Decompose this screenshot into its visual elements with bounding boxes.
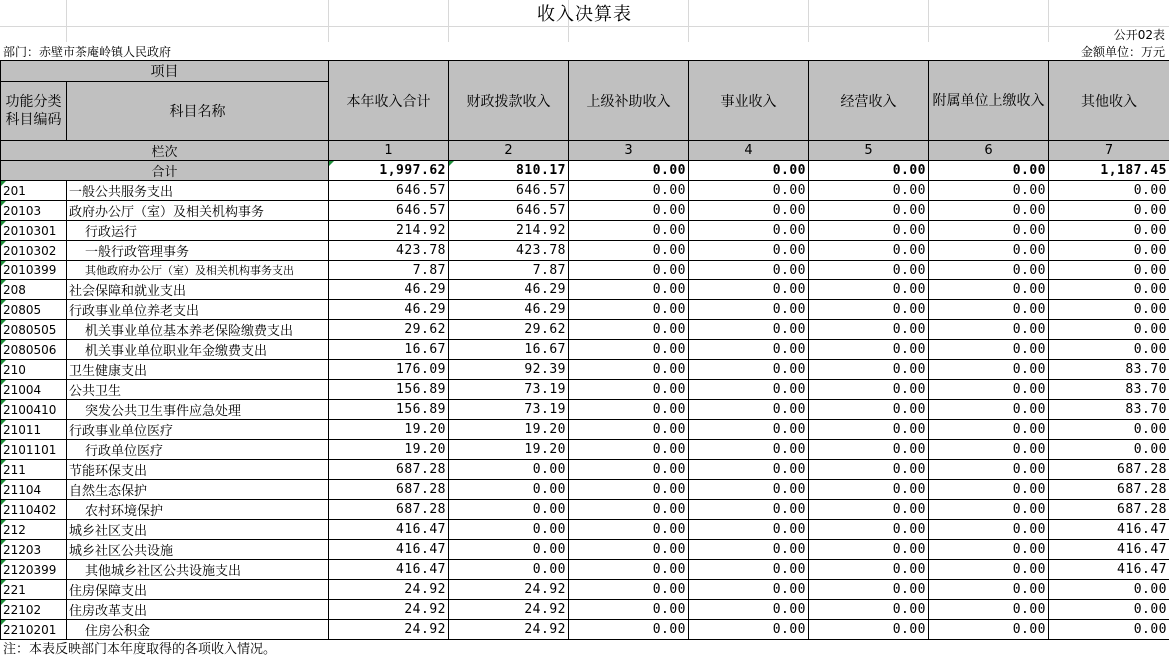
amount-cell: 156.89 [329,400,449,420]
table-row [1,500,1169,520]
lanci-cell: 2 [449,141,569,161]
amount-cell: 0.00 [689,460,809,480]
amount-cell: 73.19 [449,400,569,420]
subject-code: 2100410 [1,400,67,420]
amount-cell: 687.28 [1049,480,1169,500]
amount-cell: 0.00 [809,241,929,261]
subject-name: 其他城乡社区公共设施支出 [67,560,329,580]
subject-code: 2120399 [1,560,67,580]
amount-cell: 0.00 [569,600,689,620]
header-code: 功能分类科目编码 [1,82,67,141]
amount-cell: 0.00 [569,360,689,380]
total-cell: 0.00 [929,161,1049,181]
lanci-cell: 4 [689,141,809,161]
total-cell: 0.00 [569,161,689,181]
amount-cell: 0.00 [689,400,809,420]
amount-cell: 0.00 [569,300,689,320]
amount-cell: 416.47 [329,540,449,560]
header-name: 科目名称 [67,82,329,141]
subject-code: 21203 [1,540,67,560]
amount-cell: 0.00 [809,580,929,600]
amount-cell: 0.00 [449,480,569,500]
lanci-cell: 5 [809,141,929,161]
subject-name: 政府办公厅（室）及相关机构事务 [67,201,329,221]
amount-cell: 0.00 [929,340,1049,360]
amount-cell: 0.00 [569,500,689,520]
amount-cell: 0.00 [689,300,809,320]
amount-cell: 0.00 [929,420,1049,440]
amount-cell: 0.00 [449,560,569,580]
amount-cell: 0.00 [1049,600,1169,620]
lanci-cell: 3 [569,141,689,161]
amount-cell: 7.87 [449,261,569,280]
amount-cell: 0.00 [689,600,809,620]
subject-code: 208 [1,280,67,300]
subject-name: 节能环保支出 [67,460,329,480]
amount-cell: 0.00 [809,400,929,420]
lanci-cell: 6 [929,141,1049,161]
amount-cell: 0.00 [809,460,929,480]
amount-cell: 0.00 [929,261,1049,280]
amount-cell: 687.28 [329,460,449,480]
subject-name: 行政运行 [67,221,329,241]
amount-cell: 0.00 [569,201,689,221]
header-col-business-income: 事业收入 [689,61,809,141]
amount-cell: 0.00 [929,181,1049,201]
amount-cell: 646.57 [449,181,569,201]
amount-cell: 0.00 [689,380,809,400]
amount-cell: 0.00 [929,580,1049,600]
amount-cell: 0.00 [929,460,1049,480]
amount-cell: 0.00 [929,300,1049,320]
subject-code: 2080505 [1,320,67,340]
amount-cell: 0.00 [449,540,569,560]
amount-cell: 0.00 [1049,340,1169,360]
table-row [1,380,1169,400]
total-label: 合计 [1,161,329,181]
amount-cell: 0.00 [929,400,1049,420]
amount-cell: 7.87 [329,261,449,280]
table-row [1,440,1169,460]
amount-cell: 83.70 [1049,400,1169,420]
amount-cell: 24.92 [449,620,569,640]
amount-cell: 29.62 [329,320,449,340]
amount-cell: 0.00 [569,620,689,640]
table-row [1,420,1169,440]
subject-code: 211 [1,460,67,480]
form-number: 公开02表 [1113,28,1165,42]
lanci-cell: 1 [329,141,449,161]
amount-cell: 0.00 [929,600,1049,620]
amount-cell: 416.47 [1049,520,1169,540]
amount-cell: 0.00 [449,520,569,540]
amount-cell: 0.00 [449,460,569,480]
amount-cell: 0.00 [1049,320,1169,340]
amount-cell: 19.20 [329,420,449,440]
subject-name: 住房改革支出 [67,600,329,620]
table-row [1,241,1169,261]
amount-cell: 0.00 [689,280,809,300]
amount-cell: 73.19 [449,380,569,400]
table-row [1,560,1169,580]
amount-cell: 0.00 [569,420,689,440]
amount-cell: 19.20 [449,440,569,460]
subject-name: 公共卫生 [67,380,329,400]
amount-cell: 0.00 [929,440,1049,460]
amount-cell: 0.00 [929,620,1049,640]
amount-cell: 0.00 [689,540,809,560]
amount-cell: 19.20 [449,420,569,440]
subject-code: 2010301 [1,221,67,241]
amount-cell: 0.00 [809,480,929,500]
amount-cell: 0.00 [929,201,1049,221]
amount-cell: 0.00 [689,320,809,340]
amount-cell: 0.00 [569,580,689,600]
amount-cell: 0.00 [809,420,929,440]
amount-cell: 0.00 [809,320,929,340]
table-row [1,600,1169,620]
subject-name: 城乡社区公共设施 [67,540,329,560]
amount-cell: 0.00 [689,201,809,221]
amount-cell: 423.78 [329,241,449,261]
amount-cell: 687.28 [1049,500,1169,520]
table-row [1,520,1169,540]
amount-cell: 687.28 [329,500,449,520]
amount-cell: 0.00 [1049,181,1169,201]
amount-cell: 0.00 [689,480,809,500]
department-label: 部门：赤壁市茶庵岭镇人民政府 [3,45,172,59]
amount-cell: 214.92 [329,221,449,241]
header-item: 项目 [1,61,329,82]
amount-cell: 0.00 [929,380,1049,400]
amount-cell: 92.39 [449,360,569,380]
amount-cell: 0.00 [809,560,929,580]
subject-name: 住房公积金 [67,620,329,640]
amount-cell: 0.00 [569,480,689,500]
amount-cell: 0.00 [809,380,929,400]
amount-cell: 0.00 [569,400,689,420]
amount-cell: 0.00 [689,500,809,520]
subject-name: 城乡社区支出 [67,520,329,540]
table-note: 注：本表反映部门本年度取得的各项收入情况。 [3,642,277,657]
header-col-total-income: 本年收入合计 [329,61,449,141]
amount-cell: 83.70 [1049,380,1169,400]
amount-cell: 0.00 [929,241,1049,261]
table-row [1,620,1169,640]
amount-cell: 0.00 [929,560,1049,580]
amount-cell: 0.00 [809,500,929,520]
amount-cell: 0.00 [689,620,809,640]
amount-cell: 0.00 [929,320,1049,340]
amount-cell: 0.00 [449,500,569,520]
amount-cell: 0.00 [929,480,1049,500]
subject-name: 机关事业单位职业年金缴费支出 [67,340,329,360]
amount-cell: 46.29 [329,280,449,300]
amount-cell: 0.00 [809,221,929,241]
amount-cell: 0.00 [569,560,689,580]
subject-code: 2010302 [1,241,67,261]
header-col-other-income: 其他收入 [1049,61,1169,141]
amount-cell: 0.00 [689,241,809,261]
total-cell: 0.00 [809,161,929,181]
amount-cell: 0.00 [1049,280,1169,300]
subject-code: 221 [1,580,67,600]
total-cell: 1,187.45 [1049,161,1169,181]
amount-cell: 0.00 [569,460,689,480]
amount-cell: 0.00 [809,520,929,540]
subject-code: 212 [1,520,67,540]
amount-cell: 0.00 [689,440,809,460]
subject-code: 21011 [1,420,67,440]
amount-cell: 29.62 [449,320,569,340]
header-col-affiliated-remittance: 附属单位上缴收入 [929,61,1049,141]
amount-cell: 416.47 [329,560,449,580]
amount-cell: 0.00 [569,221,689,241]
table-row [1,460,1169,480]
total-cell: 1,997.62 [329,161,449,181]
amount-cell: 24.92 [329,580,449,600]
amount-cell: 0.00 [569,241,689,261]
amount-cell: 176.09 [329,360,449,380]
subject-code: 2010399 [1,261,67,280]
amount-cell: 416.47 [329,520,449,540]
amount-cell: 0.00 [809,340,929,360]
subject-name: 其他政府办公厅（室）及相关机构事务支出 [67,261,329,280]
amount-cell: 0.00 [809,300,929,320]
subject-name: 卫生健康支出 [67,360,329,380]
subject-code: 2080506 [1,340,67,360]
amount-cell: 0.00 [809,600,929,620]
amount-cell: 0.00 [1049,241,1169,261]
amount-cell: 0.00 [929,280,1049,300]
subject-code: 2101101 [1,440,67,460]
income-table [0,60,1169,640]
amount-cell: 0.00 [1049,580,1169,600]
subject-code: 2110402 [1,500,67,520]
amount-cell: 0.00 [569,181,689,201]
lanci-label: 栏次 [1,141,329,161]
amount-cell: 0.00 [929,221,1049,241]
amount-cell: 0.00 [689,340,809,360]
amount-cell: 0.00 [809,201,929,221]
table-row [1,540,1169,560]
amount-cell: 0.00 [689,261,809,280]
table-row [1,320,1169,340]
amount-cell: 0.00 [689,221,809,241]
subject-name: 突发公共卫生事件应急处理 [67,400,329,420]
amount-cell: 0.00 [569,261,689,280]
amount-cell: 0.00 [809,440,929,460]
amount-cell: 646.57 [329,181,449,201]
header-col-fiscal-appropriation: 财政拨款收入 [449,61,569,141]
amount-cell: 46.29 [449,280,569,300]
amount-cell: 0.00 [689,420,809,440]
amount-cell: 0.00 [1049,440,1169,460]
amount-cell: 16.67 [329,340,449,360]
amount-cell: 0.00 [689,360,809,380]
subject-code: 20805 [1,300,67,320]
amount-cell: 0.00 [809,181,929,201]
subject-name: 行政单位医疗 [67,440,329,460]
amount-cell: 0.00 [1049,261,1169,280]
amount-cell: 0.00 [809,360,929,380]
table-row [1,300,1169,320]
amount-cell: 24.92 [329,600,449,620]
amount-cell: 24.92 [449,600,569,620]
amount-cell: 0.00 [809,620,929,640]
subject-name: 住房保障支出 [67,580,329,600]
amount-cell: 0.00 [569,340,689,360]
subject-code: 201 [1,181,67,201]
subject-code: 20103 [1,201,67,221]
subject-name: 一般行政管理事务 [67,241,329,261]
amount-cell: 0.00 [1049,221,1169,241]
amount-cell: 0.00 [929,500,1049,520]
amount-cell: 24.92 [449,580,569,600]
total-row [1,161,1169,181]
amount-cell: 0.00 [809,261,929,280]
table-body [1,181,1169,640]
table-row [1,480,1169,500]
amount-cell: 46.29 [329,300,449,320]
subject-name: 社会保障和就业支出 [67,280,329,300]
table-row [1,261,1169,280]
subject-code: 2210201 [1,620,67,640]
amount-cell: 0.00 [689,580,809,600]
subject-name: 行政事业单位养老支出 [67,300,329,320]
amount-cell: 0.00 [1049,201,1169,221]
table-row [1,201,1169,221]
table-row [1,580,1169,600]
amount-cell: 646.57 [449,201,569,221]
table-row [1,221,1169,241]
amount-cell: 46.29 [449,300,569,320]
amount-cell: 0.00 [569,540,689,560]
amount-cell: 0.00 [569,440,689,460]
subject-code: 22102 [1,600,67,620]
amount-cell: 19.20 [329,440,449,460]
amount-cell: 24.92 [329,620,449,640]
subject-name: 一般公共服务支出 [67,181,329,201]
amount-cell: 0.00 [1049,300,1169,320]
amount-cell: 156.89 [329,380,449,400]
amount-cell: 0.00 [929,360,1049,380]
subject-name: 机关事业单位基本养老保险缴费支出 [67,320,329,340]
amount-cell: 16.67 [449,340,569,360]
report-title: 收入决算表 [537,4,632,25]
amount-cell: 0.00 [569,280,689,300]
amount-cell: 646.57 [329,201,449,221]
amount-cell: 0.00 [1049,420,1169,440]
amount-cell: 0.00 [569,520,689,540]
amount-cell: 83.70 [1049,360,1169,380]
subject-code: 21004 [1,380,67,400]
amount-cell: 0.00 [809,540,929,560]
lanci-row [1,141,1169,161]
lanci-cell: 7 [1049,141,1169,161]
total-cell: 810.17 [449,161,569,181]
amount-cell: 0.00 [929,540,1049,560]
amount-cell: 0.00 [929,520,1049,540]
amount-cell: 0.00 [689,181,809,201]
amount-cell: 0.00 [689,520,809,540]
header-col-operating-income: 经营收入 [809,61,929,141]
amount-cell: 0.00 [689,560,809,580]
table-row [1,400,1169,420]
subject-code: 210 [1,360,67,380]
amount-cell: 416.47 [1049,540,1169,560]
subject-name: 行政事业单位医疗 [67,420,329,440]
amount-cell: 214.92 [449,221,569,241]
total-cell: 0.00 [689,161,809,181]
table-row [1,340,1169,360]
amount-cell: 0.00 [569,320,689,340]
subject-name: 自然生态保护 [67,480,329,500]
subject-code: 21104 [1,480,67,500]
amount-cell: 0.00 [569,380,689,400]
table-row [1,181,1169,201]
amount-cell: 0.00 [809,280,929,300]
subject-name: 农村环境保护 [67,500,329,520]
amount-cell: 687.28 [1049,460,1169,480]
table-row [1,360,1169,380]
header-col-superior-subsidy: 上级补助收入 [569,61,689,141]
amount-cell: 0.00 [1049,620,1169,640]
table-row [1,280,1169,300]
amount-cell: 687.28 [329,480,449,500]
amount-cell: 423.78 [449,241,569,261]
amount-unit-label: 金额单位：万元 [1080,45,1165,59]
amount-cell: 416.47 [1049,560,1169,580]
